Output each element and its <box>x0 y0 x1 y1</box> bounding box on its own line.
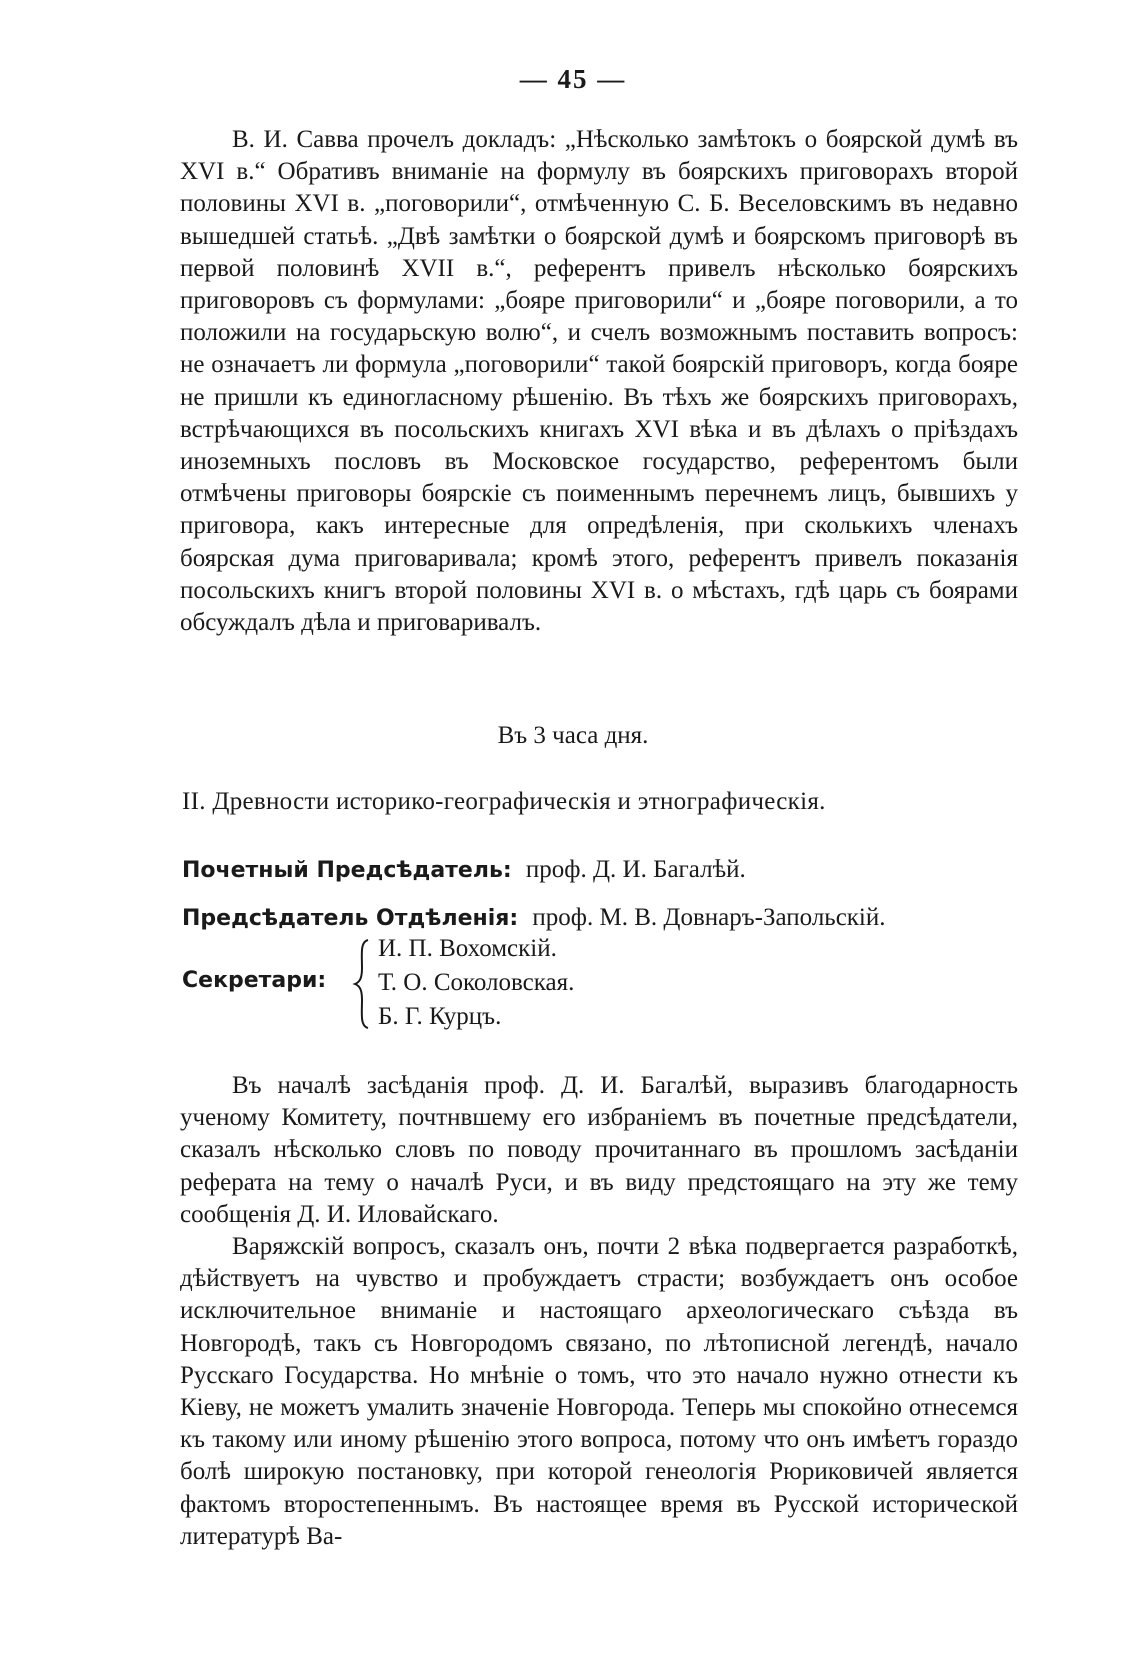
section-chair-label: Предсѣдатель Отдѣленія: <box>182 906 519 931</box>
honorary-chair-line <box>182 856 746 884</box>
section-title: II. Древности историко-географическія и этнографическія. <box>182 788 826 815</box>
report-paragraph <box>180 124 1018 639</box>
secretary-name: Б. Г. Курцъ. <box>378 1003 502 1030</box>
curly-brace-icon <box>352 938 374 1030</box>
session-time-heading: Въ 3 часа дня. <box>497 722 649 749</box>
section-chair-name: проф. М. В. Довнаръ-Запольскій. <box>532 904 886 931</box>
paragraph-savva-report: В. И. Савва прочелъ докладъ: „Нѣсколько замѣтокъ о боярской думѣ въ XVI в.“ Обративъ вниманіе на формулу въ боярскихъ приговорахъ второй половины XVI в. „поговорили“, отмѣченную С. Б. Веселовскимъ въ недавно вышедшей статьѣ. „Двѣ замѣтки о боярской думѣ и боярскомъ приговорѣ въ первой половинѣ XVII в.“, референтъ привелъ нѣсколько боярскихъ приговоровъ съ формулами: „бояре приговорили“ и „бояре поговорили, а то положили на государьскую волю“, и счелъ возможнымъ поставить вопросъ: не означаетъ ли формула „поговорили“ такой боярскій приговоръ, когда бояре не пришли къ единогласному рѣшенію. Въ тѣхъ же боярскихъ приговорахъ, встрѣчающихся въ посольскихъ книгахъ XVI вѣка и въ дѣлахъ о пріѣздахъ иноземныхъ пословъ въ Московское государство, референтомъ были отмѣчены приговоры боярскіе съ поименнымъ перечнемъ лицъ, бывшихъ у приговора, какъ интересные для опредѣленія, при сколькихъ членахъ боярская дума приговаривала; кромѣ этого, референтъ привелъ показанія посольскихъ книгъ второй половины XVI в. о мѣстахъ, гдѣ царь съ боярами обсуждалъ дѣла и приговаривалъ. <box>180 126 1018 637</box>
paragraph-varangian-question: Варяжскій вопросъ, сказалъ онъ, почти 2 вѣка подвергается разработкѣ, дѣйствуетъ на чувство и пробуждаетъ страсти; возбуждаетъ онъ особое исключительное вниманіе и настоящаго археологическаго съѣзда въ Новгородѣ, такъ съ Новгородомъ связано, по лѣтописной легендѣ, начало Русскаго Государства. Но мнѣніе о томъ, что это начало нужно отнести къ Кіеву, не можетъ умалить значеніе Новгорода. Теперь мы спокойно отнесемся къ такому или иному рѣшенію этого вопроса, потому что онъ имѣетъ гораздо болѣ широкую постановку, при которой генеологія Рюриковичей является фактомъ второстепеннымъ. Въ настоящее время въ Русской исторической литературѣ Ва- <box>180 1233 1018 1550</box>
paragraph-opening-remarks: Въ началѣ засѣданія проф. Д. И. Багалѣй, выразивъ благодарность ученому Комитету, почтнвшему его избраніемъ въ почетные предсѣдатели, сказалъ нѣсколько словъ по поводу прочитаннаго въ прошломъ засѣданіи реферата на тему о началѣ Руси, и въ виду предстоящаго на эту же тему сообщенія Д. И. Иловайскаго. <box>180 1072 1018 1228</box>
honorary-chair-name: проф. Д. И. Багалѣй. <box>525 856 746 883</box>
secretaries-label: Секретари: <box>182 968 327 993</box>
secretaries-list <box>378 932 574 1034</box>
section-chair-line <box>182 904 886 932</box>
secretary-name: Т. О. Соколовская. <box>378 969 575 996</box>
bagalei-speech-block <box>180 1070 1018 1553</box>
page-number: — 45 — <box>519 64 627 94</box>
honorary-chair-label: Почетный Предсѣдатель: <box>182 858 512 883</box>
secretary-name: И. П. Вохомскій. <box>378 935 557 962</box>
